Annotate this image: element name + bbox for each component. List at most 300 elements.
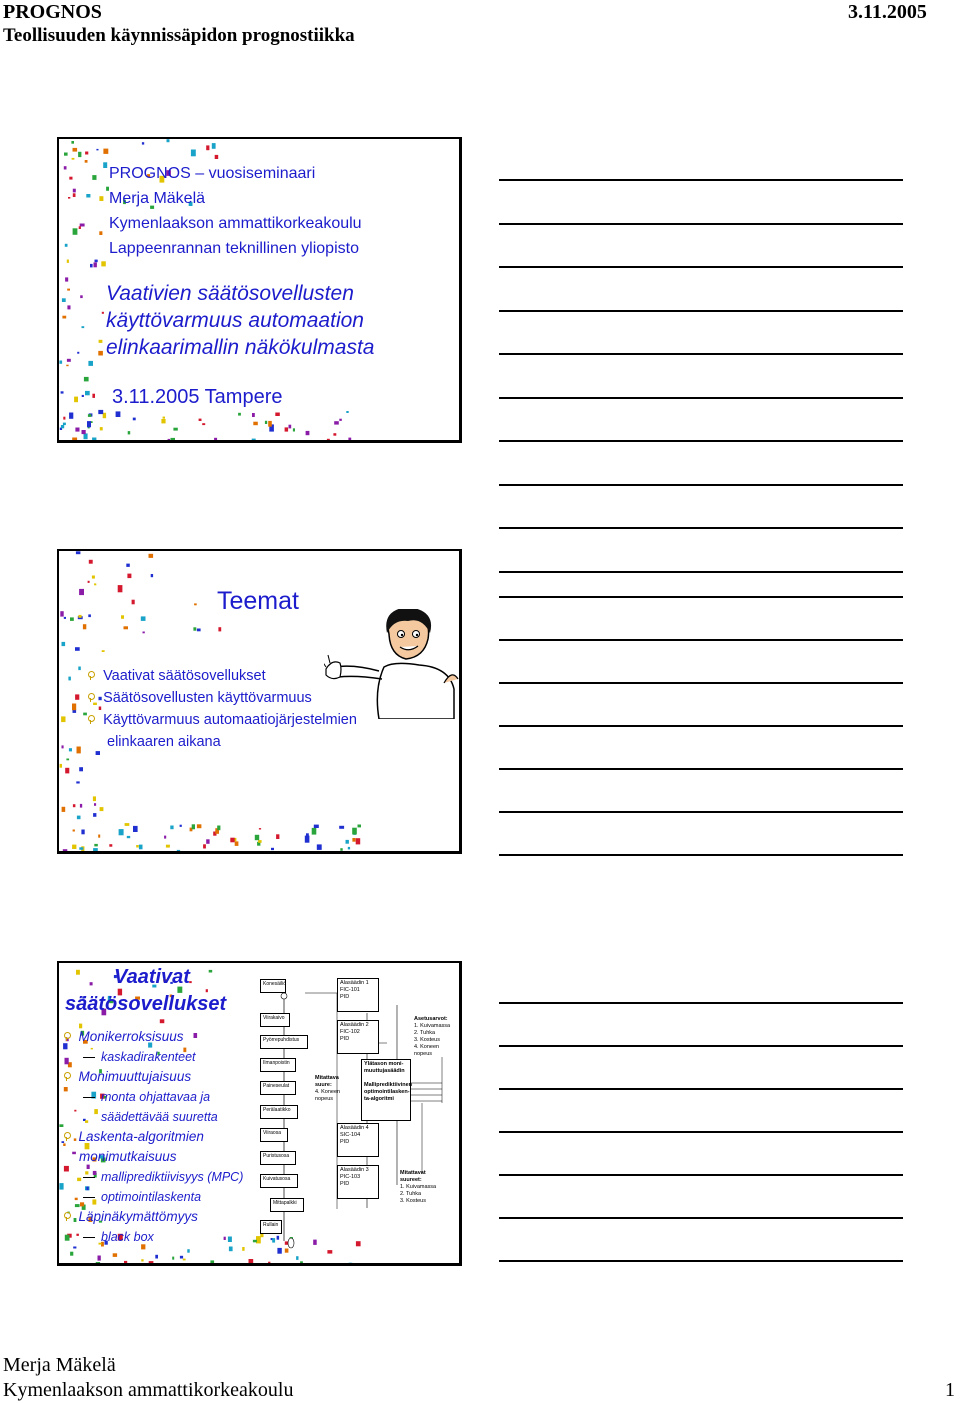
confetti-piece bbox=[102, 650, 105, 652]
confetti-piece bbox=[77, 747, 81, 754]
confetti-piece bbox=[235, 841, 239, 846]
confetti-piece bbox=[103, 413, 106, 418]
confetti-piece bbox=[99, 231, 102, 235]
confetti-piece bbox=[133, 418, 136, 421]
confetti-piece bbox=[141, 616, 146, 621]
confetti-piece bbox=[149, 554, 154, 558]
confetti-piece bbox=[306, 431, 310, 435]
bulb-bullet-icon bbox=[63, 1211, 71, 1221]
confetti-piece bbox=[69, 748, 72, 751]
dash-bullet-icon bbox=[83, 1197, 95, 1198]
slide-2 bbox=[57, 549, 462, 854]
confetti-piece bbox=[85, 160, 88, 163]
confetti-piece bbox=[187, 1249, 189, 1253]
confetti-piece bbox=[94, 803, 96, 806]
confetti-piece bbox=[101, 261, 106, 266]
confetti-piece bbox=[68, 677, 71, 681]
confetti-piece bbox=[63, 423, 66, 426]
slide2-bullet-cont: elinkaaren aikana bbox=[107, 734, 221, 750]
confetti-piece bbox=[98, 351, 103, 356]
confetti-piece bbox=[132, 600, 135, 605]
footer-org: Kymenlaakson ammattikorkeakoulu bbox=[3, 1379, 294, 1401]
confetti-piece bbox=[102, 312, 104, 314]
confetti-piece bbox=[63, 849, 68, 851]
confetti-piece bbox=[314, 825, 319, 828]
confetti-piece bbox=[356, 838, 361, 844]
confetti-piece bbox=[67, 260, 69, 263]
confetti-piece bbox=[75, 694, 79, 699]
confetti-piece bbox=[62, 316, 66, 319]
confetti-piece bbox=[259, 828, 261, 829]
confetti-piece bbox=[348, 438, 351, 440]
slide3-list-item: monimutkaisuus bbox=[79, 1149, 177, 1164]
confetti-piece bbox=[64, 153, 68, 156]
confetti-piece bbox=[81, 830, 84, 835]
confetti-piece bbox=[252, 413, 255, 417]
note-line bbox=[499, 596, 903, 598]
confetti-piece bbox=[249, 1259, 254, 1263]
confetti-piece bbox=[88, 414, 91, 417]
confetti-piece bbox=[172, 1257, 174, 1260]
confetti-piece bbox=[103, 149, 108, 154]
confetti-piece bbox=[80, 224, 85, 227]
bulb-bullet-icon bbox=[87, 670, 95, 680]
confetti-piece bbox=[212, 143, 216, 149]
confetti-piece bbox=[85, 152, 88, 155]
note-line bbox=[499, 440, 903, 442]
confetti-piece bbox=[98, 835, 100, 838]
confetti-piece bbox=[79, 226, 81, 229]
slide1-title-line: elinkaarimallin näkökulmasta bbox=[106, 336, 375, 359]
note-line bbox=[499, 310, 903, 312]
confetti-piece bbox=[210, 1260, 214, 1263]
confetti-piece bbox=[62, 745, 64, 748]
confetti-piece bbox=[67, 289, 70, 291]
confetti-piece bbox=[116, 411, 121, 417]
slide1-line: Kymenlaakson ammattikorkeakoulu bbox=[109, 215, 362, 232]
confetti-piece bbox=[99, 196, 103, 201]
confetti-piece bbox=[173, 428, 177, 431]
confetti-piece bbox=[194, 603, 197, 605]
confetti-piece bbox=[72, 845, 76, 849]
confetti-piece bbox=[87, 421, 91, 427]
confetti-piece bbox=[83, 624, 86, 629]
confetti-piece bbox=[68, 197, 70, 199]
confetti-piece bbox=[82, 430, 86, 434]
confetti-piece bbox=[76, 781, 79, 783]
process-box: Konesäiliö bbox=[260, 979, 286, 993]
dash-bullet-icon bbox=[83, 1097, 95, 1098]
confetti-piece bbox=[86, 194, 90, 198]
controller-1-box: Alasäädin 1 FIC-101 PID bbox=[337, 978, 379, 1012]
slide1-title-line: käyttövarmuus automaation bbox=[106, 309, 364, 332]
confetti-piece bbox=[94, 848, 97, 851]
dash-bullet-icon bbox=[83, 1057, 95, 1058]
confetti-piece bbox=[77, 352, 79, 354]
confetti-piece bbox=[197, 629, 201, 632]
confetti-piece bbox=[100, 427, 103, 430]
confetti-piece bbox=[258, 840, 262, 843]
bulb-bullet-icon bbox=[63, 1031, 71, 1041]
confetti-piece bbox=[92, 576, 95, 579]
confetti-piece bbox=[149, 1261, 154, 1263]
slide1-line: Lappeenrannan teknillinen yliopisto bbox=[109, 240, 359, 257]
confetti-piece bbox=[160, 1019, 165, 1023]
slide1-title-line: Vaativien säätösovellusten bbox=[106, 282, 354, 305]
slide3-list-item: kaskadirakenteet bbox=[63, 1047, 253, 1067]
confetti-piece bbox=[293, 428, 295, 431]
confetti-piece bbox=[67, 305, 70, 309]
confetti-piece bbox=[215, 155, 219, 159]
confetti-piece bbox=[80, 804, 82, 808]
confetti-piece bbox=[92, 438, 96, 441]
confetti-piece bbox=[78, 615, 81, 618]
confetti-piece bbox=[151, 574, 153, 577]
confetti-piece bbox=[346, 411, 348, 413]
note-line bbox=[499, 768, 903, 770]
confetti-piece bbox=[161, 419, 165, 423]
confetti-piece bbox=[127, 836, 130, 838]
slide-1 bbox=[57, 137, 462, 443]
slide-3 bbox=[57, 961, 462, 1266]
confetti-piece bbox=[76, 551, 81, 554]
confetti-piece bbox=[124, 1261, 127, 1263]
process-box: Rullain bbox=[260, 1220, 282, 1234]
note-line bbox=[499, 1217, 903, 1219]
note-line bbox=[499, 725, 903, 727]
process-box: Perälaatikko bbox=[260, 1105, 298, 1119]
confetti-piece bbox=[70, 617, 74, 621]
slide1-line: PROGNOS – vuosiseminaari bbox=[109, 165, 316, 182]
dash-bullet-icon bbox=[83, 1237, 95, 1238]
confetti-piece bbox=[199, 419, 202, 421]
upper-controller-box: Ylätason moni- muuttujasäädin Malliprediktiivinen optimointilasken- ta-algoritmi bbox=[361, 1059, 411, 1121]
confetti-piece bbox=[77, 816, 81, 820]
slide3-list-item: malliprediktiivisyys (MPC) bbox=[63, 1167, 253, 1187]
confetti-piece bbox=[118, 585, 123, 592]
note-line bbox=[499, 1260, 903, 1262]
confetti-piece bbox=[166, 845, 170, 848]
note-line bbox=[499, 1002, 903, 1004]
confetti-piece bbox=[85, 391, 90, 395]
confetti-piece bbox=[255, 835, 259, 840]
confetti-piece bbox=[109, 844, 112, 847]
doc-subtitle: Teollisuuden käynnissäpidon prognostiikka bbox=[3, 25, 355, 46]
confetti-piece bbox=[193, 627, 196, 630]
confetti-piece bbox=[92, 394, 95, 398]
confetti-piece bbox=[61, 716, 65, 722]
bulb-bullet-icon bbox=[63, 1071, 71, 1081]
confetti-piece bbox=[155, 1255, 158, 1259]
confetti-piece bbox=[67, 359, 71, 362]
confetti-piece bbox=[300, 1261, 303, 1263]
confetti-piece bbox=[214, 438, 217, 440]
slide1-line: Merja Mäkelä bbox=[109, 190, 206, 207]
process-box: Pyörrepuhdistus bbox=[260, 1035, 308, 1049]
confetti-piece bbox=[66, 365, 68, 367]
confetti-piece bbox=[180, 825, 182, 827]
confetti-piece bbox=[164, 836, 166, 839]
confetti-piece bbox=[340, 848, 342, 851]
confetti-piece bbox=[125, 823, 130, 826]
slide2-bullet: Säätösovellusten käyttövarmuus bbox=[87, 687, 357, 709]
footer-name: Merja Mäkelä bbox=[3, 1354, 116, 1376]
confetti-piece bbox=[167, 139, 170, 142]
confetti-piece bbox=[100, 807, 104, 811]
controller-4-box: Alasäädin 4 SIC-104 PID bbox=[337, 1123, 379, 1157]
confetti-piece bbox=[73, 148, 78, 152]
confetti-piece bbox=[75, 428, 79, 432]
confetti-piece bbox=[242, 1247, 244, 1251]
confetti-piece bbox=[333, 433, 336, 436]
confetti-piece bbox=[64, 166, 67, 169]
confetti-piece bbox=[177, 850, 180, 851]
controller-3-box: Alasäädin 3 PIC-103 PID bbox=[337, 1165, 379, 1199]
confetti-piece bbox=[203, 844, 206, 848]
confetti-piece bbox=[339, 826, 344, 829]
confetti-piece bbox=[317, 844, 322, 850]
confetti-piece bbox=[209, 970, 213, 973]
confetti-piece bbox=[143, 632, 145, 634]
confetti-piece bbox=[348, 847, 350, 850]
confetti-piece bbox=[139, 845, 143, 850]
confetti-piece bbox=[352, 828, 357, 835]
confetti-piece bbox=[94, 583, 96, 585]
slide3-list-item: Monikerroksisuus bbox=[63, 1027, 253, 1047]
control-diagram bbox=[257, 973, 457, 1258]
note-line bbox=[499, 1045, 903, 1047]
confetti-piece bbox=[119, 829, 124, 835]
process-box: Kuivatusosa bbox=[260, 1174, 298, 1188]
confetti-piece bbox=[62, 298, 66, 302]
slide3-title-line2: säätösovellukset bbox=[65, 993, 227, 1015]
confetti-piece bbox=[72, 704, 76, 711]
process-box: Puristusosa bbox=[260, 1151, 296, 1165]
confetti-piece bbox=[84, 433, 88, 439]
confetti-piece bbox=[78, 152, 81, 157]
confetti-piece bbox=[95, 260, 98, 263]
bulb-bullet-icon bbox=[87, 692, 95, 702]
confetti-piece bbox=[73, 804, 76, 807]
confetti-piece bbox=[89, 560, 93, 564]
confetti-piece bbox=[238, 413, 241, 416]
note-line bbox=[499, 353, 903, 355]
process-box: Viiraosa bbox=[260, 1128, 288, 1142]
confetti-piece bbox=[73, 189, 76, 193]
slide3-list-item: black box bbox=[63, 1227, 253, 1247]
confetti-piece bbox=[358, 825, 362, 828]
confetti-piece bbox=[63, 417, 65, 420]
confetti-piece bbox=[72, 438, 77, 441]
note-line bbox=[499, 811, 903, 813]
confetti-piece bbox=[64, 617, 66, 619]
confetti-piece bbox=[71, 141, 74, 144]
confetti-piece bbox=[78, 667, 81, 671]
confetti-piece bbox=[60, 764, 62, 768]
confetti-piece bbox=[124, 626, 129, 629]
confetti-piece bbox=[306, 833, 309, 837]
measured-variables-label: Mitattavat suureet: 1. Kuivamassa 2. Tuhka 3. Kosteus bbox=[400, 1170, 437, 1204]
confetti-piece bbox=[312, 828, 317, 835]
confetti-piece bbox=[126, 564, 130, 567]
confetti-piece bbox=[180, 1256, 183, 1259]
confetti-piece bbox=[346, 840, 349, 844]
slide3-list bbox=[63, 1027, 253, 1247]
confetti-piece bbox=[72, 158, 75, 160]
confetti-piece bbox=[88, 614, 91, 617]
confetti-piece bbox=[271, 848, 274, 850]
slide3-title-line1: Vaativat bbox=[114, 966, 190, 988]
confetti-piece bbox=[82, 326, 85, 328]
confetti-piece bbox=[79, 589, 84, 595]
confetti-piece bbox=[98, 1256, 101, 1261]
process-box: Viirakaivo bbox=[260, 1013, 290, 1027]
doc-date: 3.11.2005 bbox=[848, 1, 927, 23]
confetti-piece bbox=[275, 413, 280, 417]
process-box: Ilmanpoistin bbox=[260, 1058, 296, 1072]
confetti-piece bbox=[69, 413, 73, 419]
confetti-piece bbox=[90, 264, 93, 268]
confetti-piece bbox=[206, 145, 209, 150]
note-line bbox=[499, 639, 903, 641]
confetti-piece bbox=[141, 1259, 143, 1261]
confetti-piece bbox=[61, 391, 64, 393]
slide3-list-item: optimointilaskenta bbox=[63, 1187, 253, 1207]
confetti-piece bbox=[327, 439, 330, 440]
confetti-piece bbox=[88, 581, 90, 583]
confetti-piece bbox=[133, 826, 138, 832]
bulb-bullet-icon bbox=[63, 1131, 71, 1141]
confetti-piece bbox=[73, 228, 78, 235]
confetti-piece bbox=[94, 844, 98, 847]
doc-title: PROGNOS bbox=[3, 1, 102, 23]
note-line bbox=[499, 854, 903, 856]
confetti-piece bbox=[163, 417, 165, 419]
confetti-piece bbox=[79, 767, 83, 771]
confetti-piece bbox=[70, 1252, 73, 1256]
confetti-piece bbox=[99, 340, 103, 343]
slide3-list-item: Läpinäkymättömyys bbox=[63, 1207, 253, 1227]
confetti-piece bbox=[339, 419, 342, 421]
page-number: 1 bbox=[945, 1379, 955, 1401]
controller-2-box: Alasäädin 2 FIC-102 PID bbox=[337, 1020, 379, 1054]
dash-bullet-icon bbox=[83, 1177, 95, 1178]
confetti-piece bbox=[75, 647, 80, 651]
confetti-piece bbox=[192, 824, 195, 829]
confetti-piece bbox=[84, 377, 89, 382]
confetti-piece bbox=[171, 438, 176, 440]
confetti-piece bbox=[230, 838, 234, 843]
confetti-piece bbox=[136, 845, 139, 848]
confetti-piece bbox=[93, 796, 96, 801]
confetti-piece bbox=[96, 1262, 100, 1263]
confetti-piece bbox=[74, 397, 78, 403]
process-box: Paineseulat bbox=[260, 1081, 296, 1095]
measured-variable-label: Mitattava suure: 4. Koneen nopeus bbox=[315, 1075, 341, 1102]
confetti-piece bbox=[352, 838, 355, 842]
note-line bbox=[499, 1088, 903, 1090]
slide3-list-item: Laskenta-algoritmien bbox=[63, 1127, 253, 1147]
confetti-piece bbox=[90, 982, 93, 985]
confetti-piece bbox=[94, 262, 97, 267]
confetti-piece bbox=[183, 1259, 186, 1261]
confetti-piece bbox=[218, 627, 221, 631]
confetti-piece bbox=[92, 175, 96, 180]
confetti-piece bbox=[229, 1247, 233, 1252]
note-line bbox=[499, 397, 903, 399]
confetti-piece bbox=[217, 826, 220, 831]
confetti-piece bbox=[142, 142, 144, 144]
confetti-piece bbox=[268, 1262, 270, 1263]
confetti-piece bbox=[206, 989, 208, 992]
note-line bbox=[499, 266, 903, 268]
confetti-piece bbox=[79, 847, 83, 850]
confetti-piece bbox=[82, 395, 84, 397]
confetti-piece bbox=[93, 813, 96, 817]
note-line bbox=[499, 527, 903, 529]
confetti-piece bbox=[334, 421, 339, 424]
confetti-piece bbox=[191, 150, 196, 157]
confetti-piece bbox=[121, 615, 124, 619]
confetti-piece bbox=[73, 193, 76, 197]
confetti-piece bbox=[128, 431, 131, 434]
confetti-piece bbox=[98, 410, 103, 414]
confetti-piece bbox=[268, 421, 272, 427]
setpoints-label: Asetusarvot: 1. Kuivamassa 2. Tuhka 3. Kosteus 4. Koneen nopeus bbox=[414, 1016, 451, 1057]
confetti-piece bbox=[265, 421, 267, 424]
confetti-piece bbox=[289, 425, 292, 429]
confetti-piece bbox=[59, 361, 62, 364]
cartoon-presenter-icon bbox=[324, 609, 459, 719]
confetti-piece bbox=[62, 642, 66, 646]
confetti-piece bbox=[170, 826, 173, 830]
slide2-bullet: Käyttövarmuus automaatiojärjestelmien bbox=[87, 709, 357, 731]
confetti-piece bbox=[253, 422, 257, 426]
confetti-piece bbox=[197, 824, 202, 828]
note-line bbox=[499, 682, 903, 684]
confetti-piece bbox=[168, 439, 171, 440]
slide3-list-item: säädettävää suuretta bbox=[101, 1110, 218, 1124]
note-line bbox=[499, 1174, 903, 1176]
confetti-piece bbox=[202, 423, 205, 425]
slide2-bullet: Vaativat säätösovellukset bbox=[87, 665, 357, 687]
slide2-title: Teemat bbox=[217, 587, 299, 615]
bulb-bullet-icon bbox=[87, 714, 95, 724]
confetti-piece bbox=[76, 970, 80, 975]
confetti-piece bbox=[61, 425, 64, 428]
confetti-piece bbox=[103, 162, 107, 168]
confetti-piece bbox=[80, 295, 83, 298]
confetti-piece bbox=[73, 830, 75, 832]
confetti-piece bbox=[69, 177, 72, 180]
confetti-piece bbox=[62, 807, 66, 812]
confetti-piece bbox=[127, 574, 131, 579]
note-line bbox=[499, 179, 903, 181]
confetti-piece bbox=[60, 611, 63, 616]
confetti-piece bbox=[206, 839, 209, 844]
confetti-piece bbox=[113, 1253, 117, 1257]
confetti-piece bbox=[65, 244, 68, 247]
note-line bbox=[499, 1131, 903, 1133]
confetti-piece bbox=[66, 759, 69, 761]
confetti-piece bbox=[65, 277, 68, 281]
note-line bbox=[499, 484, 903, 486]
confetti-piece bbox=[252, 439, 256, 440]
confetti-piece bbox=[96, 149, 98, 151]
confetti-piece bbox=[276, 834, 279, 839]
confetti-piece bbox=[65, 768, 69, 774]
slide3-list-item: Monimuuttujaisuus bbox=[63, 1067, 253, 1087]
